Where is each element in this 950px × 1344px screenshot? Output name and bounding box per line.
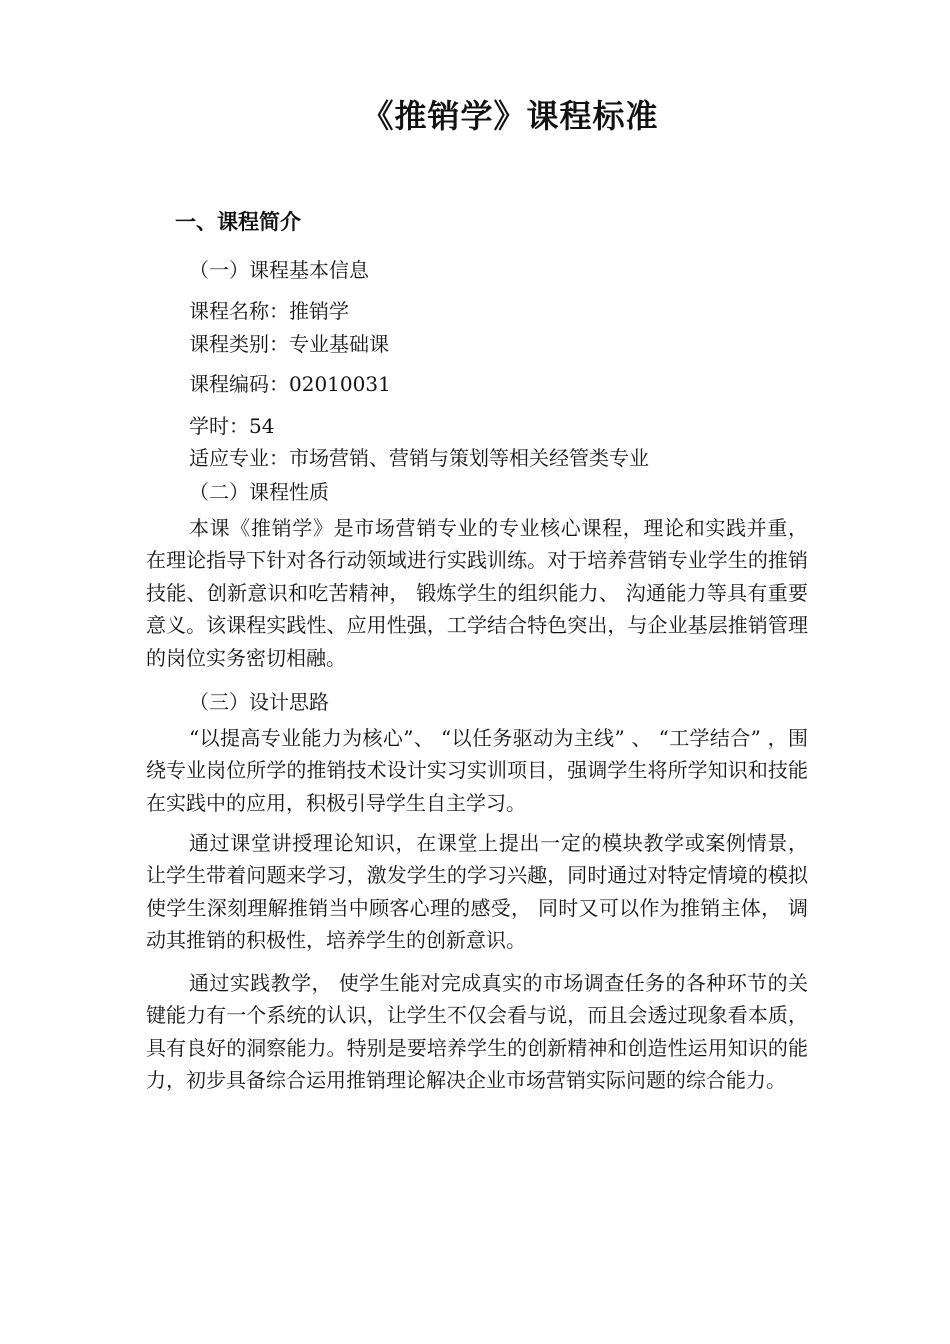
course-code-line: 课程编码：02010031 [189, 372, 391, 396]
course-nature-paragraph: 本课《推销学》是市场营销专业的专业核心课程，理论和实践并重，在理论指导下针对各行动领域进行实践训练。对于培养营销专业学生的推销技能、创新意识和吃苦精神， 锻炼学生的组织能力、 沟通能力等具有重要意义。该课程实践性、应用性强，工学结合特色突出，与企业基层推销管理的岗位实务密切相融。 [146, 516, 808, 670]
design-idea-paragraph-2: 通过课堂讲授理论知识，在课堂上提出一定的模块教学或案例情景，让学生带着问题来学习，激发学生的学习兴趣，同时通过对特定情境的模拟使学生深刻理解推销当中顾客心理的感受， 同时又可以作为推销主体， 调动其推销的积极性，培养学生的创新意识。 [146, 831, 808, 953]
section-heading-intro: 一、课程简介 [175, 210, 301, 234]
subsection-heading-design-idea: （三）设计思路 [189, 690, 329, 714]
subsection-heading-basic-info: （一）课程基本信息 [189, 258, 369, 282]
design-idea-paragraph-3: 通过实践教学， 使学生能对完成真实的市场调查任务的各种环节的关键能力有一个系统的认识，让学生不仅会看与说，而且会透过现象看本质，具有良好的洞察能力。特别是要培养学生的创新精神和创造性运用知识的能力，初步具备综合运用推销理论解决企业市场营销实际问题的综合能力。 [146, 971, 808, 1093]
subsection-heading-course-nature: （二）课程性质 [189, 480, 329, 504]
course-name-line: 课程名称：推销学 [189, 299, 349, 323]
design-idea-paragraph-1: “以提高专业能力为核心”、 “以任务驱动为主线” 、 “工学结合” ，围绕专业岗位所学的推销技术设计实习实训项目，强调学生将所学知识和技能在实践中的应用，积极引导学生自主学习。 [146, 726, 808, 815]
applicable-majors-line: 适应专业：市场营销、营销与策划等相关经管类专业 [189, 446, 649, 470]
document-title: 《推销学》课程标准 [361, 97, 659, 135]
course-hours-line: 学时：54 [189, 414, 275, 438]
course-category-line: 课程类别：专业基础课 [189, 332, 389, 356]
